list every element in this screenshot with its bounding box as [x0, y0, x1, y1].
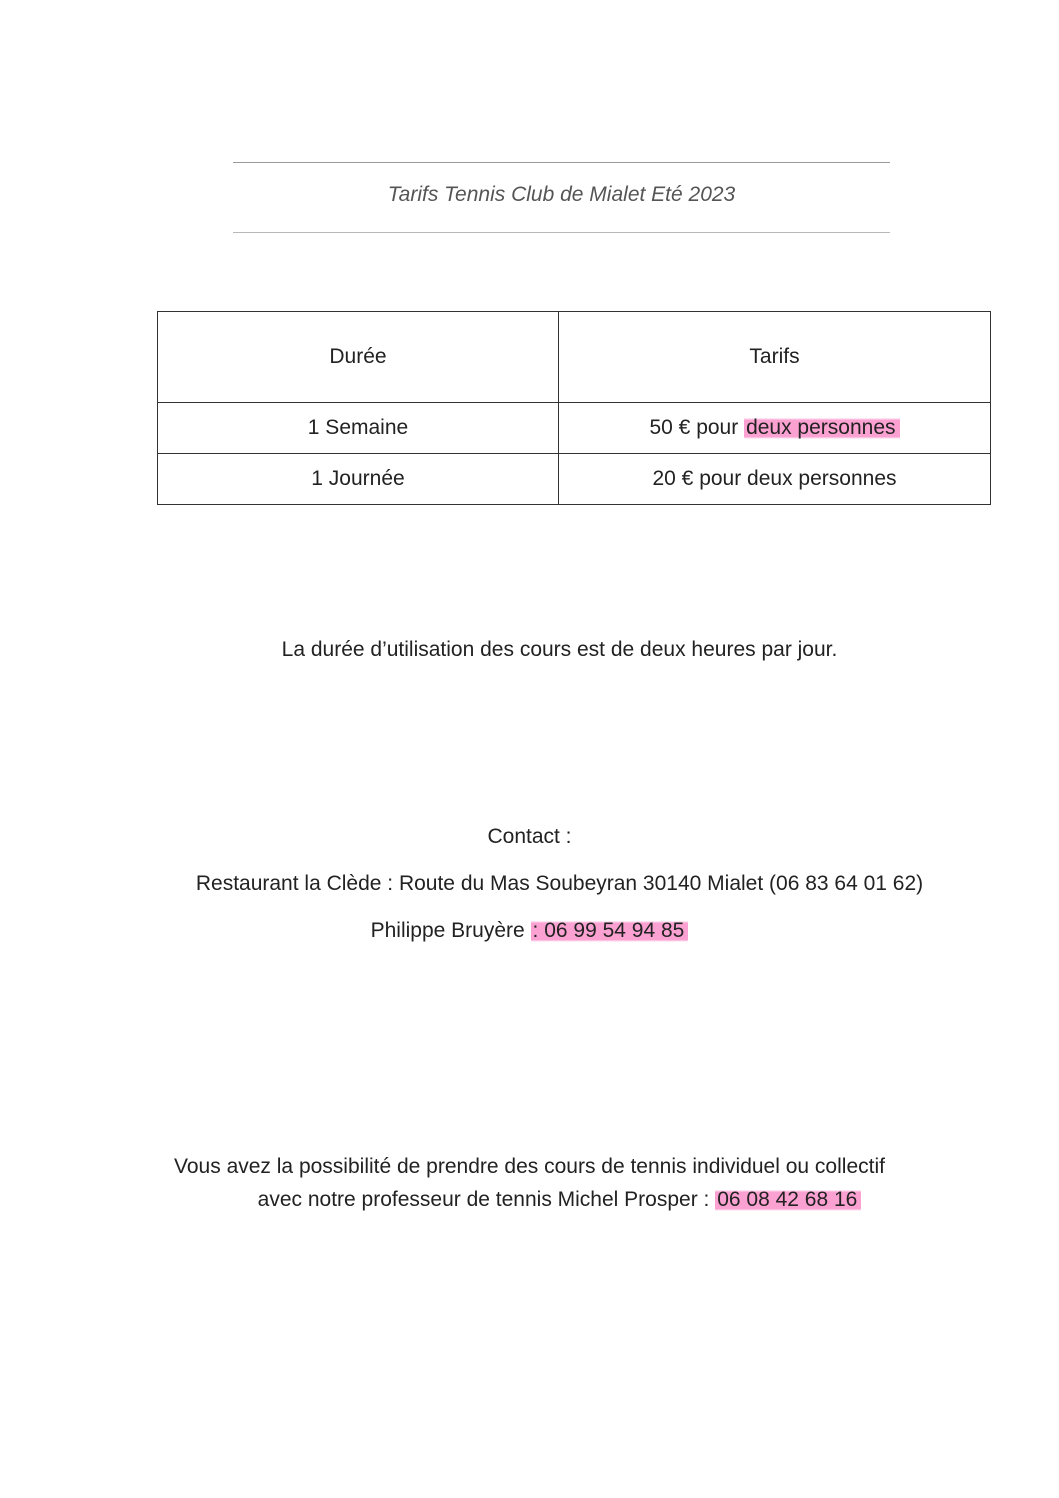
header-duree: Durée	[158, 312, 559, 403]
contact-person-phone: : 06 99 54 94 85	[531, 919, 689, 942]
lessons-text: avec notre professeur de tennis Michel Prosper :	[257, 1188, 716, 1211]
usage-note: La durée d’utilisation des cours est de deux heures par jour.	[281, 638, 838, 661]
lessons-phone: 06 08 42 68 16	[715, 1188, 861, 1211]
header-tarifs: Tarifs	[559, 312, 991, 403]
cell-tarif: 20 € pour deux personnes	[559, 454, 991, 505]
lessons-line-2	[0, 1188, 1059, 1212]
contact-restaurant: Restaurant la Clède : Route du Mas Soubeyran 30140 Mialet (06 83 64 01 62)	[195, 872, 924, 895]
highlighted-text: deux personnes	[744, 416, 899, 439]
contact-person	[0, 919, 1059, 943]
document-title: Tarifs Tennis Club de Mialet Eté 2023	[387, 183, 736, 206]
title-rule-top	[233, 162, 890, 163]
tarifs-table	[157, 311, 991, 505]
title-rule-bottom	[233, 232, 890, 233]
cell-duree: 1 Journée	[158, 454, 559, 505]
lessons-line-1: Vous avez la possibilité de prendre des cours de tennis individuel ou collectif	[174, 1155, 885, 1178]
table-row	[158, 454, 991, 505]
tarif-text: 50 € pour	[649, 416, 745, 439]
cell-tarif	[559, 403, 991, 454]
table-header-row	[158, 312, 991, 403]
contact-heading: Contact :	[487, 825, 572, 848]
contact-person-name: Philippe Bruyère	[370, 919, 531, 942]
cell-duree: 1 Semaine	[158, 403, 559, 454]
table-row	[158, 403, 991, 454]
